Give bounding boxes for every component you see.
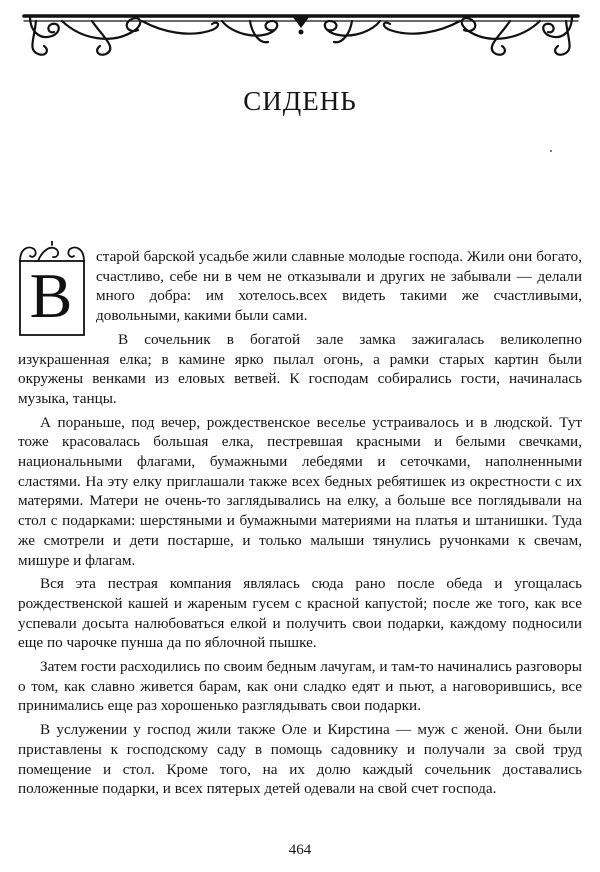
body-text xyxy=(18,247,582,799)
header-ornament xyxy=(22,10,580,60)
paragraph-4: Вся эта пестрая компания являлась сюда рано после обеда и угощалась рождественской кашей и жареным гусем с красной капустой; после же того, как все успевали досыта налюбоваться елкой и получить свои подарки, каждому подносили еще по чарочке пунша да по яблочной пышке. xyxy=(18,575,582,652)
paragraph-1 xyxy=(18,247,582,331)
paragraph-1-text: старой барской усадьбе жили славные молодые господа. Жили они богато, счастливо, себе ни в чем не отказывали и других не забывали — делали много добра: им хотелось.всех видеть такими же счастливыми, довольными, какими были сами. xyxy=(96,248,582,325)
chapter-title: СИДЕНЬ xyxy=(243,86,357,117)
page-number: 464 xyxy=(288,842,312,858)
paragraph-3: А пораньше, под вечер, рождественское веселье устраивалось и в людской. Тут тоже красовалась большая елка, пестревшая красными и белыми свечками, национальными флагами, бумажными лебедями и сеточками, наполненными сластями. На эту елку приглашали также всех бедных ребятишек из окрестности с их матерями. Матери не очень-то заглядывались на елку, а больше все поглядывали на стол с подарками: шерстяными и бумажными материями на платья и штанишки. Туда же смотрели и дети постарше, и только малыши тянулись ручонками к свечам, мишуре и флагам. xyxy=(18,413,582,569)
drop-cap xyxy=(18,241,88,337)
drop-cap-letter: В xyxy=(29,260,73,331)
paragraph-2: В сочельник в богатой зале замка зажигалась великолепно изукрашенная елка; в камине ярко пылал огонь, а рамки старых картин были окружены венками из еловых ветвей. К господам собирались гости, начиналась музыка, танцы. xyxy=(18,330,582,407)
paragraph-5: Затем гости расходились по своим бедным лачугам, и там-то начинались разговоры о том, как славно живется барам, как они сладко едят и пьют, а наговорившись, все принимались еще раз хорошенько разглядывать свои подарки. xyxy=(18,658,582,715)
speck-mark xyxy=(550,150,552,152)
paragraph-6: В услужении у господ жили также Оле и Кирстина — муж с женой. Они были приставлены к господскому саду в помощь садовнику и получали за свой труд помещение и стол. Кроме того, на их долю каждый сочельник доставались положенные подарки, и всех пятерых детей одевали на свой счет господа. xyxy=(18,721,582,798)
